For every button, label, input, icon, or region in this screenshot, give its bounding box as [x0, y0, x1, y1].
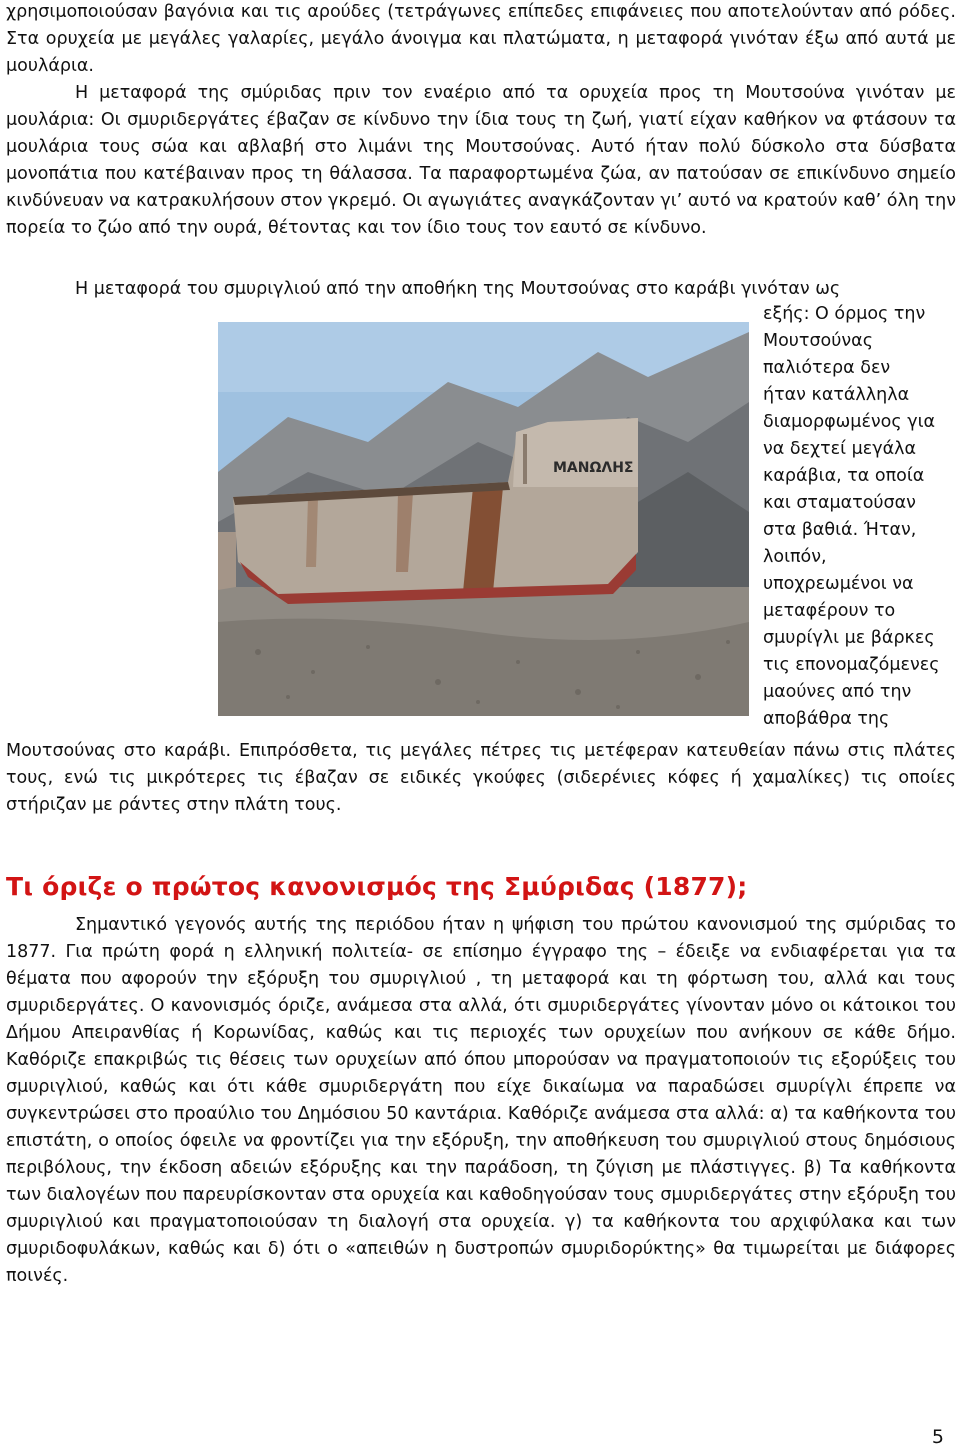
side-line: στα βαθιά. Ήταν,	[763, 520, 917, 540]
side-line: εξής: Ο όρμος την	[763, 304, 926, 324]
side-line: μαούνες από την	[763, 682, 912, 702]
side-line: υποχρεωμένοι να	[763, 574, 914, 594]
side-line: Μουτσούνας	[763, 331, 873, 351]
transport-first-line: Η μεταφορά του σμυριγλιού από την αποθήκη της Μουτσούνας στο καράβι γινόταν ως	[75, 279, 841, 299]
photo-boat-name: ΜΑΝΩΛΗΣ	[553, 460, 634, 476]
intro-text	[6, 0, 956, 242]
regulation-section	[6, 912, 956, 1290]
photo-boat-deckhouse	[513, 418, 638, 487]
transport-paragraph-start	[6, 276, 956, 303]
side-line: μεταφέρουν το	[763, 601, 896, 621]
side-line: ήταν κατάλληλα	[763, 385, 910, 405]
side-line: αποβάθρα της	[763, 709, 890, 729]
boat-photo	[218, 322, 749, 716]
intro-paragraph-1: χρησιμοποιούσαν βαγόνια και τις αρούδες (τετράγωνες επίπεδες επιφάνειες που αποτελούνταν από ρόδες. Στα ορυχεία με μεγάλες γαλαρίες, μεγάλο άνοιγμα και πλατώματα, η μεταφορά γινόταν έξω από αυτά με μουλάρια.	[6, 2, 956, 76]
side-line: σμυρίγλι με βάρκες	[763, 628, 935, 648]
photo-boat-left-wreck	[218, 532, 236, 590]
side-line: διαμορφωμένος για	[763, 412, 936, 432]
transport-paragraph-end	[6, 738, 956, 819]
side-line: να δεχτεί μεγάλα	[763, 439, 917, 459]
wrapped-side-text	[763, 301, 959, 733]
side-line: παλιότερα δεν	[763, 358, 891, 378]
boat-photo-illustration	[218, 322, 749, 716]
section-heading: Τι όριζε ο πρώτος κανονισμός της Σμύριδας (1877);	[6, 872, 748, 901]
side-line: και σταματούσαν	[763, 493, 916, 513]
side-line: λοιπόν,	[763, 547, 827, 567]
intro-paragraph-2: Η μεταφορά της σμύριδας πριν τον εναέριο από τα ορυχεία προς τη Μουτσούνα γινόταν με μουλάρια: Οι σμυριδεργάτες έβαζαν σε κίνδυνο την ίδια τους τη ζωή, γιατί είχαν καθήκον να φτάσουν τα μουλάρια τους σώα και αβλαβή στο λιμάνι της Μουτσούνας. Αυτό ήταν πολύ δύσκολο στα δύσβατα μονοπάτια που κατέβαιναν προς τη θάλασσα. Τα παραφορτωμένα ζώα, αν πατούσαν σε επικίνδυνο σημείο κινδύνευαν να κατρακυλήσουν στον γκρεμό. Οι αγωγιάτες αναγκάζονταν γι’ αυτό να κρατούν καθ’ όλη την πορεία το ζώο από την ουρά, θέτοντας και τον ίδιο τους τον εαυτό σε κίνδυνο.	[6, 83, 956, 238]
page-number: 5	[931, 1426, 944, 1448]
side-line: καράβια, τα οποία	[763, 466, 925, 486]
transport-remaining-text: Μουτσούνας στο καράβι. Επιπρόσθετα, τις μεγάλες πέτρες τις μετέφεραν κατευθείαν πάνω στις πλάτες τους, ενώ τις μικρότερες τις έβαζαν σε ειδικές γκούφες (σιδερένιες κόφες ή χαμαλίκες) τις οποίες στήριζαν με ράντες στην πλάτη τους.	[6, 741, 956, 815]
side-line: τις επονομαζόμενες	[763, 655, 940, 675]
regulation-paragraph: Σημαντικό γεγονός αυτής της περιόδου ήταν η ψήφιση του πρώτου κανονισμού της σμύριδας το 1877. Για πρώτη φορά η ελληνική πολιτεία- σε επίσημο έγγραφο της – έδειξε να ενδιαφέρεται για τα θέματα που αφορούν την εξόρυξη του σμυριγλιού , τη μεταφορά και τη φόρτωση του, αλλά και τους σμυριδεργάτες. Ο κανονισμός όριζε, ανάμεσα στα αλλά, ότι σμυριδεργάτες γίνονταν μόνο οι κάτοικοι του Δήμου Απειρανθίας ή Κορωνίδας, καθώς και τις περιοχές των ορυχείων που ανήκουν σε κάθε δήμο. Καθόριζε επακριβώς τις θέσεις των ορυχείων από όπου μπορούσαν να πραγματοποιούν τις εξορύξεις του σμυριγλιού, καθώς και ότι κάθε σμυριδεργάτη που είχε δικαίωμα να παραδώσει σμυρίγλι έπρεπε να συγκεντρώσει στο προαύλιο του Δημόσιου 50 καντάρια. Καθόριζε ανάμεσα στα αλλά: α) τα καθήκοντα του επιστάτη, ο οποίος όφειλε να φροντίζει για την εξόρυξη, την αποθήκευση του σμυριγλιού στους δημόσιους περιβόλους, την έκδοση αδειών εξόρυξης και την παράδοση, τη ζύγιση με πλάστιγγες. β) Τα καθήκοντα των διαλογέων που παρευρίσκονταν στα ορυχεία και καθοδηγούσαν τους σμυριδεργάτες στην εξόρυξη του σμυριγλιού και πραγματοποιούσαν τη διαλογή στα ορυχεία. γ) τα καθήκοντα του αρχιφύλακα και των σμυριδοφυλάκων, καθώς και δ) ότι ο «απειθών η δυστροπών σμυριδορύκτης» θα τιμωρείται με διάφορες ποινές.	[6, 915, 956, 1286]
